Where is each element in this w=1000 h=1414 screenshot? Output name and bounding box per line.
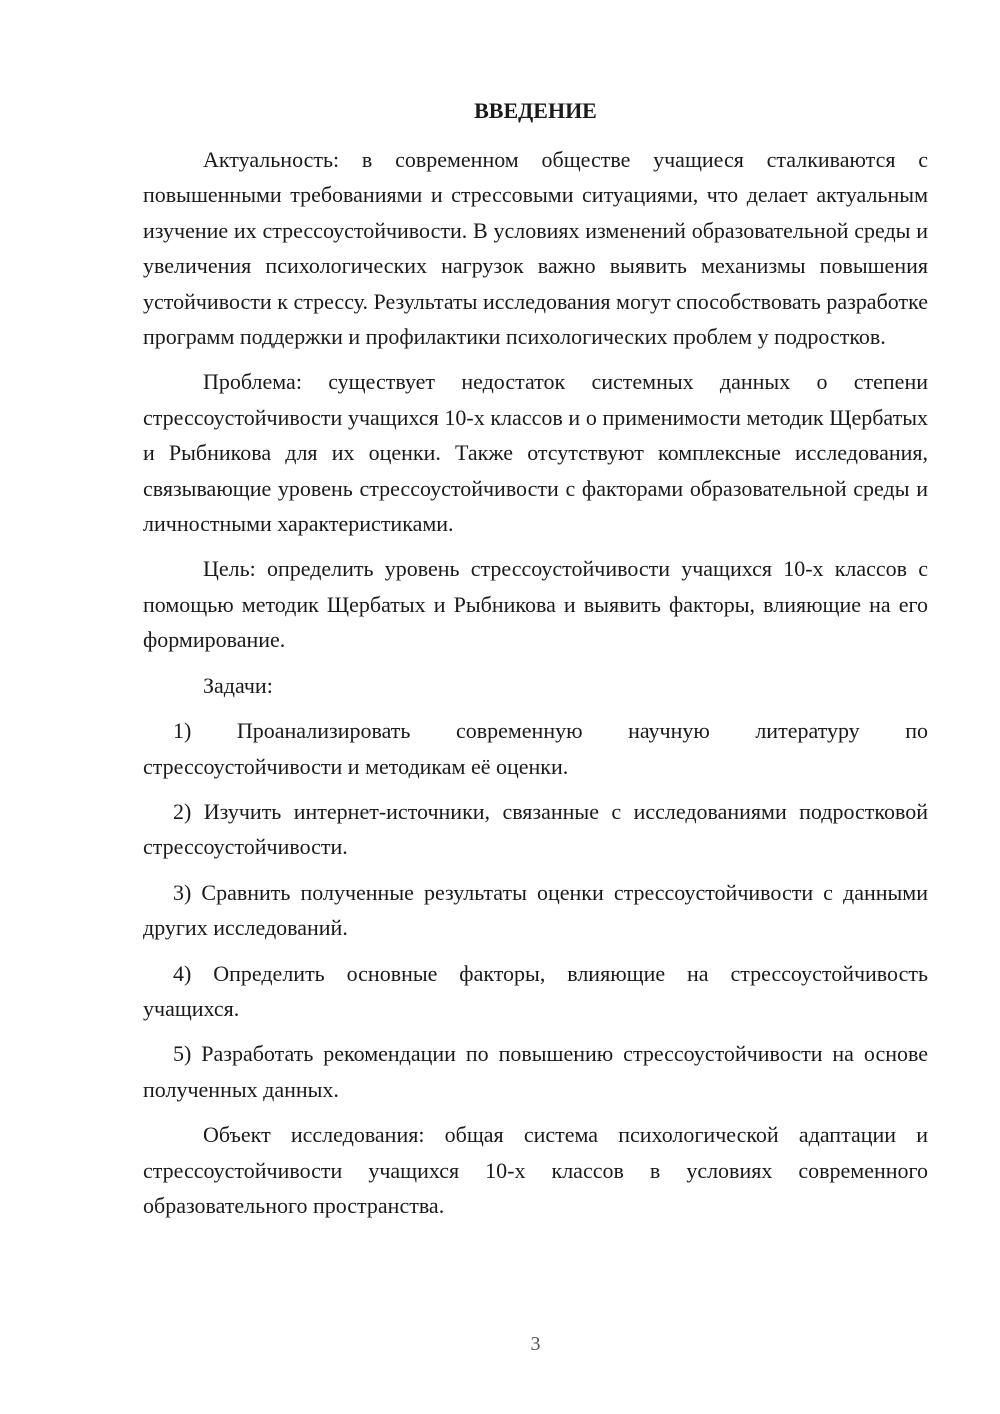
object-paragraph: Объект исследования: общая система психологической адаптации и стрессоустойчивости учащихся 10-х классов в условиях современного образовательного пространства. bbox=[143, 1122, 928, 1218]
task-item-3: 3) Сравнить полученные результаты оценки стрессоустойчивости с данными других исследований. bbox=[143, 879, 928, 941]
task-item-1: 1) Проанализировать современную научную литературу по стрессоустойчивости и методикам её оценки. bbox=[143, 718, 928, 779]
task-item-5: 5) Разработать рекомендации по повышению стрессоустойчивости на основе полученных данных. bbox=[143, 1041, 928, 1102]
document-page bbox=[143, 0, 928, 1414]
section-title: ВВЕДЕНИЕ bbox=[474, 98, 597, 123]
task-item-2: 2) Изучить интернет-источники, связанные с исследованиями подростковой стрессоустойчивости. bbox=[143, 798, 928, 860]
relevance-paragraph: Актуальность: в современном обществе учащиеся сталкиваются с повышенными требованиями и стрессовыми ситуациями, что делает актуальным изучение их стрессоустойчивости. В условиях изменений образовательной среды и увеличения психологических нагрузок важно выявить механизмы повышения устойчивости к стрессу. Результаты исследования могут способствовать разработке программ поддержки и профилактики психологических проблем у подростков. bbox=[143, 147, 928, 350]
body-text bbox=[143, 142, 928, 1233]
tasks-heading: Задачи: bbox=[203, 672, 273, 698]
problem-paragraph: Проблема: существует недостаток системных данных о степени стрессоустойчивости учащихся 10-х классов и о применимости методик Щербатых и Рыбникова для их оценки. Также отсутствуют комплексные исследования, связывающие уровень стрессоустойчивости с факторами образовательной среды и личностными характеристиками. bbox=[143, 369, 928, 537]
goal-paragraph: Цель: определить уровень стрессоустойчивости учащихся 10-х классов с помощью методик Щербатых и Рыбникова и выявить факторы, влияющие на его формирование. bbox=[143, 556, 928, 653]
page-number: 3 bbox=[530, 1333, 541, 1355]
task-item-4: 4) Определить основные факторы, влияющие на стрессоустойчивость учащихся. bbox=[143, 960, 928, 1021]
